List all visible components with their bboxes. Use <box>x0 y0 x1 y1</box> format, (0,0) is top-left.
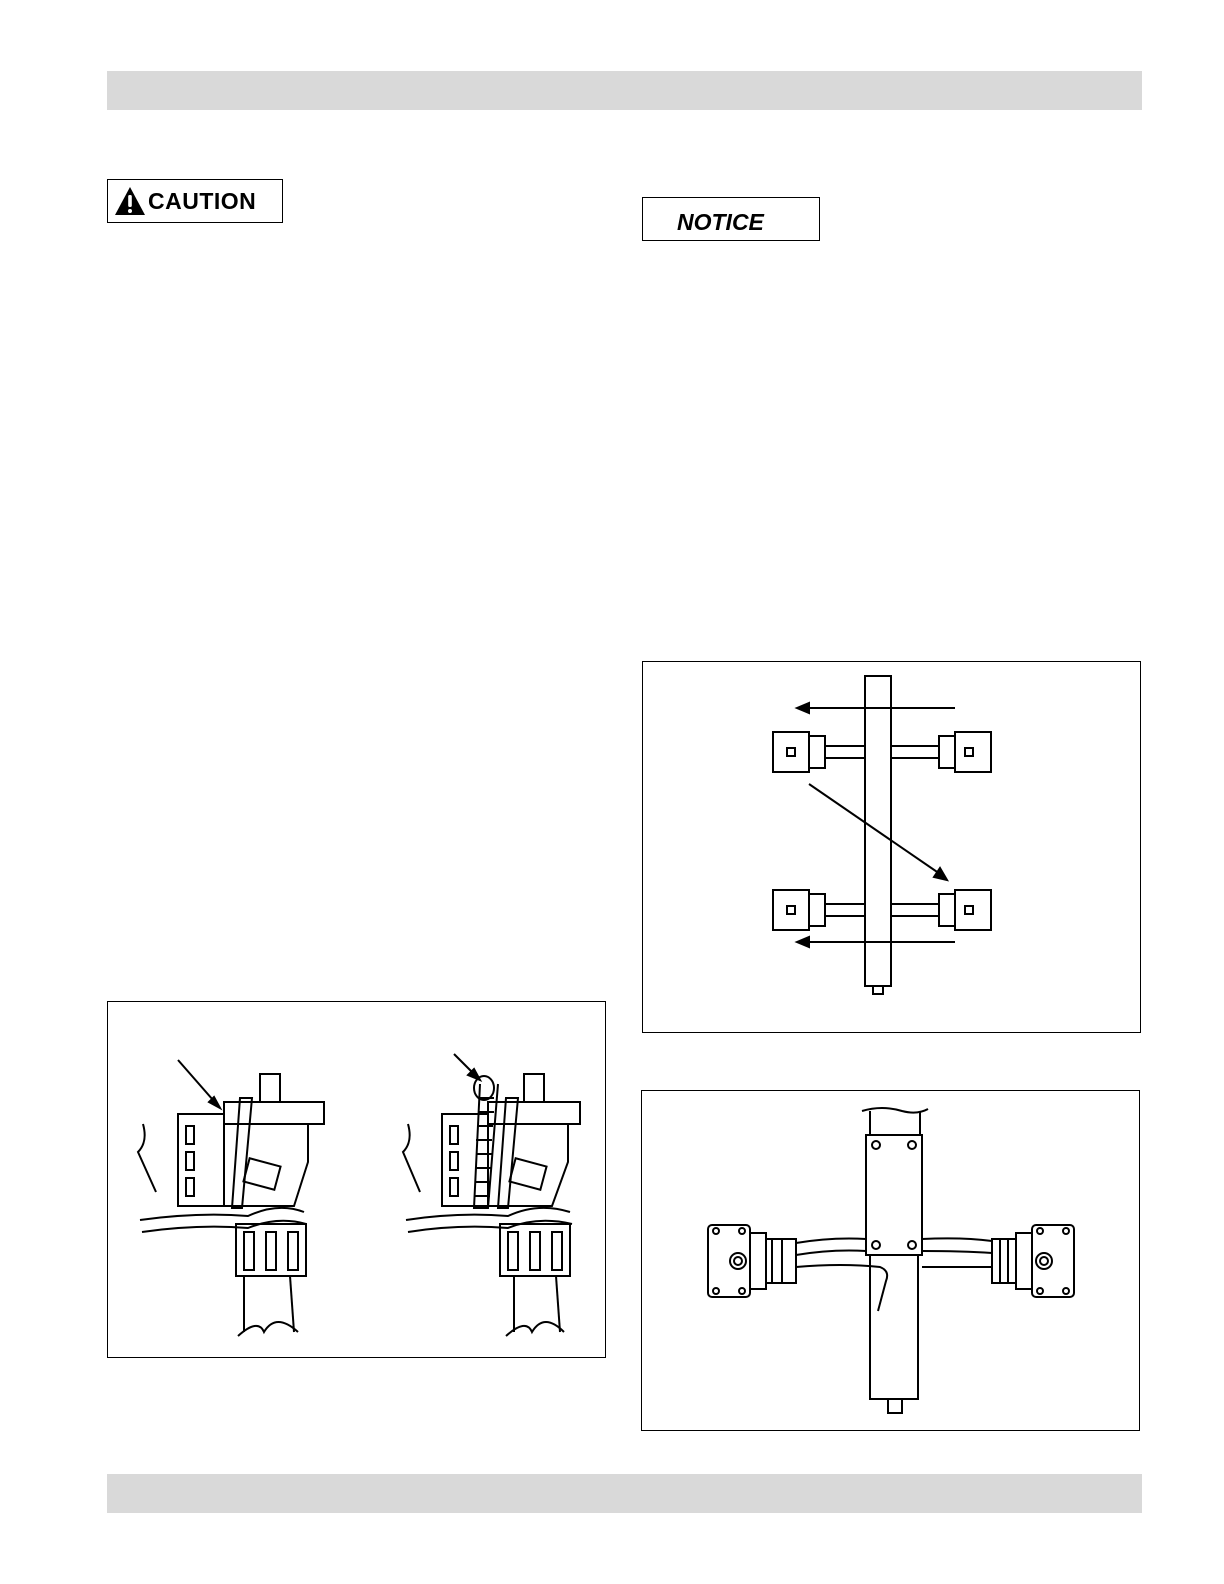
warning-triangle-icon <box>114 186 146 216</box>
footer-band <box>107 1474 1142 1513</box>
caution-callout <box>107 179 283 223</box>
cable-tie-figure <box>107 1001 606 1358</box>
header-band <box>107 71 1142 110</box>
notice-callout <box>642 197 820 241</box>
connector-right-view <box>403 1054 580 1336</box>
junction-assembly-figure <box>641 1090 1140 1431</box>
connector-routing-figure <box>642 661 1141 1033</box>
cable-tie-illustration <box>108 1002 607 1359</box>
connector-left-view <box>138 1060 324 1336</box>
notice-label: NOTICE <box>677 209 764 235</box>
caution-label: CAUTION <box>148 187 257 214</box>
connector-routing-illustration <box>643 662 1142 1034</box>
junction-box-illustration <box>642 1091 1141 1432</box>
